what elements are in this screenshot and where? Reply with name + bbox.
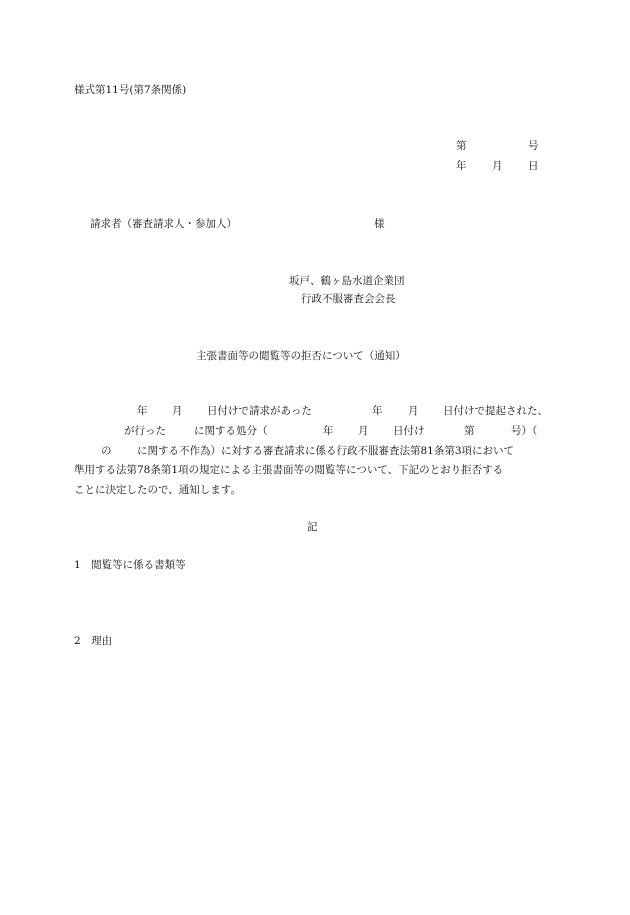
body-line2-no-suffix: 号）（ [511,425,538,437]
document-number-prefix: 第 [456,140,467,152]
list-item-documents: 1 閲覧等に係る書類等 [74,559,186,571]
document-title: 主張書面等の閲覧等の拒否について（通知） [196,350,406,362]
body-line1-filed: 日付けで提起された、 [443,405,548,417]
body-line2-year: 年 [323,425,334,437]
body-line1-year2: 年 [372,405,383,417]
list-item-reason: 2 理由 [74,635,113,647]
body-line2-disposition: に関する処分（ [194,425,268,437]
date-month-label: 月 [492,160,503,172]
body-line5: ことに決定したので、通知します。 [74,484,241,496]
body-line3-no: の [101,445,112,457]
body-line2-dated: 日付け [393,425,425,437]
body-line2-actor: が行った [124,425,166,437]
sender-title: 行政不服審査会会長 [301,293,396,305]
body-line1-year: 年 [137,405,148,417]
body-line3-text: に関する不作為）に対する審査請求に係る行政不服審査法第81条第3項において [137,445,515,457]
body-line2-no-prefix: 第 [464,425,475,437]
sender-organization: 坂戸、鶴ヶ島水道企業団 [289,275,405,287]
body-line1-request: 日付けで請求があった [207,405,312,417]
body-line4: 準用する法第78条第1項の規定による主張書面等の閲覧等について、下記のとおり拒否する [74,464,504,476]
body-line1-month: 月 [172,405,183,417]
form-number: 様式第11号(第7条関係) [74,84,187,96]
ki-heading: 記 [307,521,318,533]
body-line2-month: 月 [358,425,369,437]
document-number-suffix: 号 [528,140,539,152]
body-line1-month2: 月 [408,405,419,417]
recipient-label: 請求者（審査請求人・参加人） [90,218,237,230]
date-year-label: 年 [456,160,467,172]
recipient-honorific: 様 [374,218,385,230]
date-day-label: 日 [528,160,539,172]
